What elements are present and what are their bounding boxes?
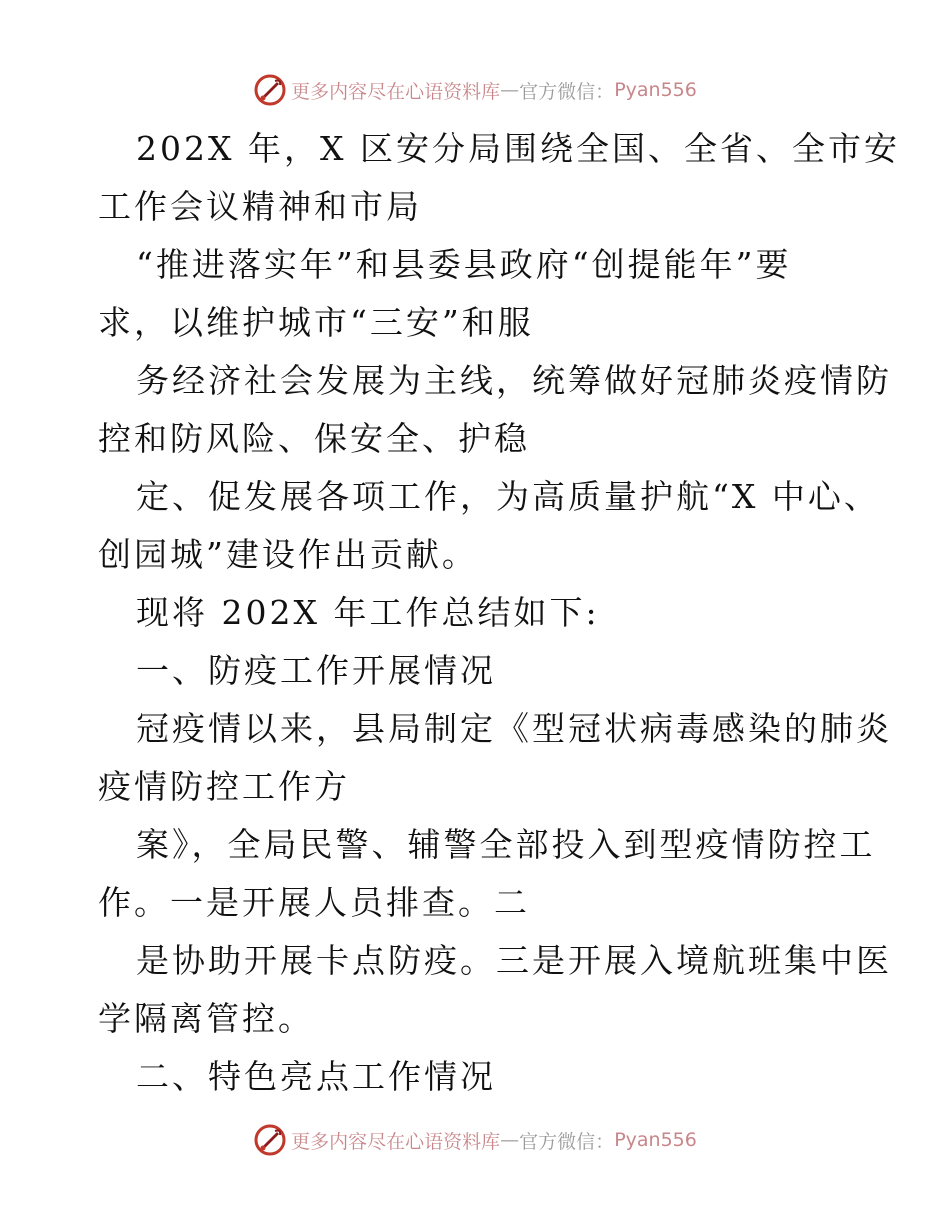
quill-seal-icon — [253, 1123, 287, 1157]
section-heading: 一、防疫工作开展情况 — [136, 651, 496, 690]
footer-watermark — [0, 1120, 950, 1160]
watermark-brand: 更多内容尽在心语资料库 — [291, 80, 501, 103]
paragraph-line: 工作会议精神和市局 — [98, 187, 422, 226]
watermark-separator: — — [500, 79, 520, 101]
paragraph-line: 创园城”建设作出贡献。 — [98, 535, 478, 574]
paragraph-line: 务经济社会发展为主线，统筹做好冠肺炎疫情防 — [136, 361, 892, 400]
paragraph-line: 冠疫情以来，县局制定《型冠状病毒感染的肺炎 — [136, 709, 892, 748]
paragraph-line: 求，以维护城市“三安”和服 — [98, 303, 534, 342]
quill-seal-icon — [253, 73, 287, 107]
watermark-wechat-id: Pyan556 — [614, 1129, 697, 1151]
watermark-wechat-label: 官方微信： — [519, 80, 615, 103]
paragraph-line: 定、促发展各项工作，为高质量护航“X 中心、 — [136, 477, 880, 516]
watermark-brand: 更多内容尽在心语资料库 — [291, 1130, 501, 1153]
paragraph-line: 案》，全局民警、辅警全部投入到型疫情防控工 — [136, 825, 876, 864]
paragraph-line: 疫情防控工作方 — [98, 767, 350, 806]
paragraph-line: 是协助开展卡点防疫。三是开展入境航班集中医 — [136, 941, 892, 980]
watermark-separator: — — [500, 1129, 520, 1151]
paragraph-line: 现将 202X 年工作总结如下: — [136, 593, 600, 632]
paragraph-line: “推进落实年”和县委县政府“创提能年”要 — [136, 245, 792, 284]
watermark-wechat-id: Pyan556 — [614, 79, 697, 101]
paragraph-line: 202X 年，X 区安分局围绕全国、全省、全市安 — [136, 129, 900, 168]
watermark-wechat-label: 官方微信： — [519, 1130, 615, 1153]
paragraph-line: 控和防风险、保安全、护稳 — [98, 419, 530, 458]
header-watermark — [0, 70, 950, 110]
section-heading: 二、特色亮点工作情况 — [136, 1057, 496, 1096]
paragraph-line: 作。一是开展人员排查。二 — [98, 883, 530, 922]
paragraph-line: 学隔离管控。 — [98, 999, 314, 1038]
document-body — [98, 120, 900, 1106]
